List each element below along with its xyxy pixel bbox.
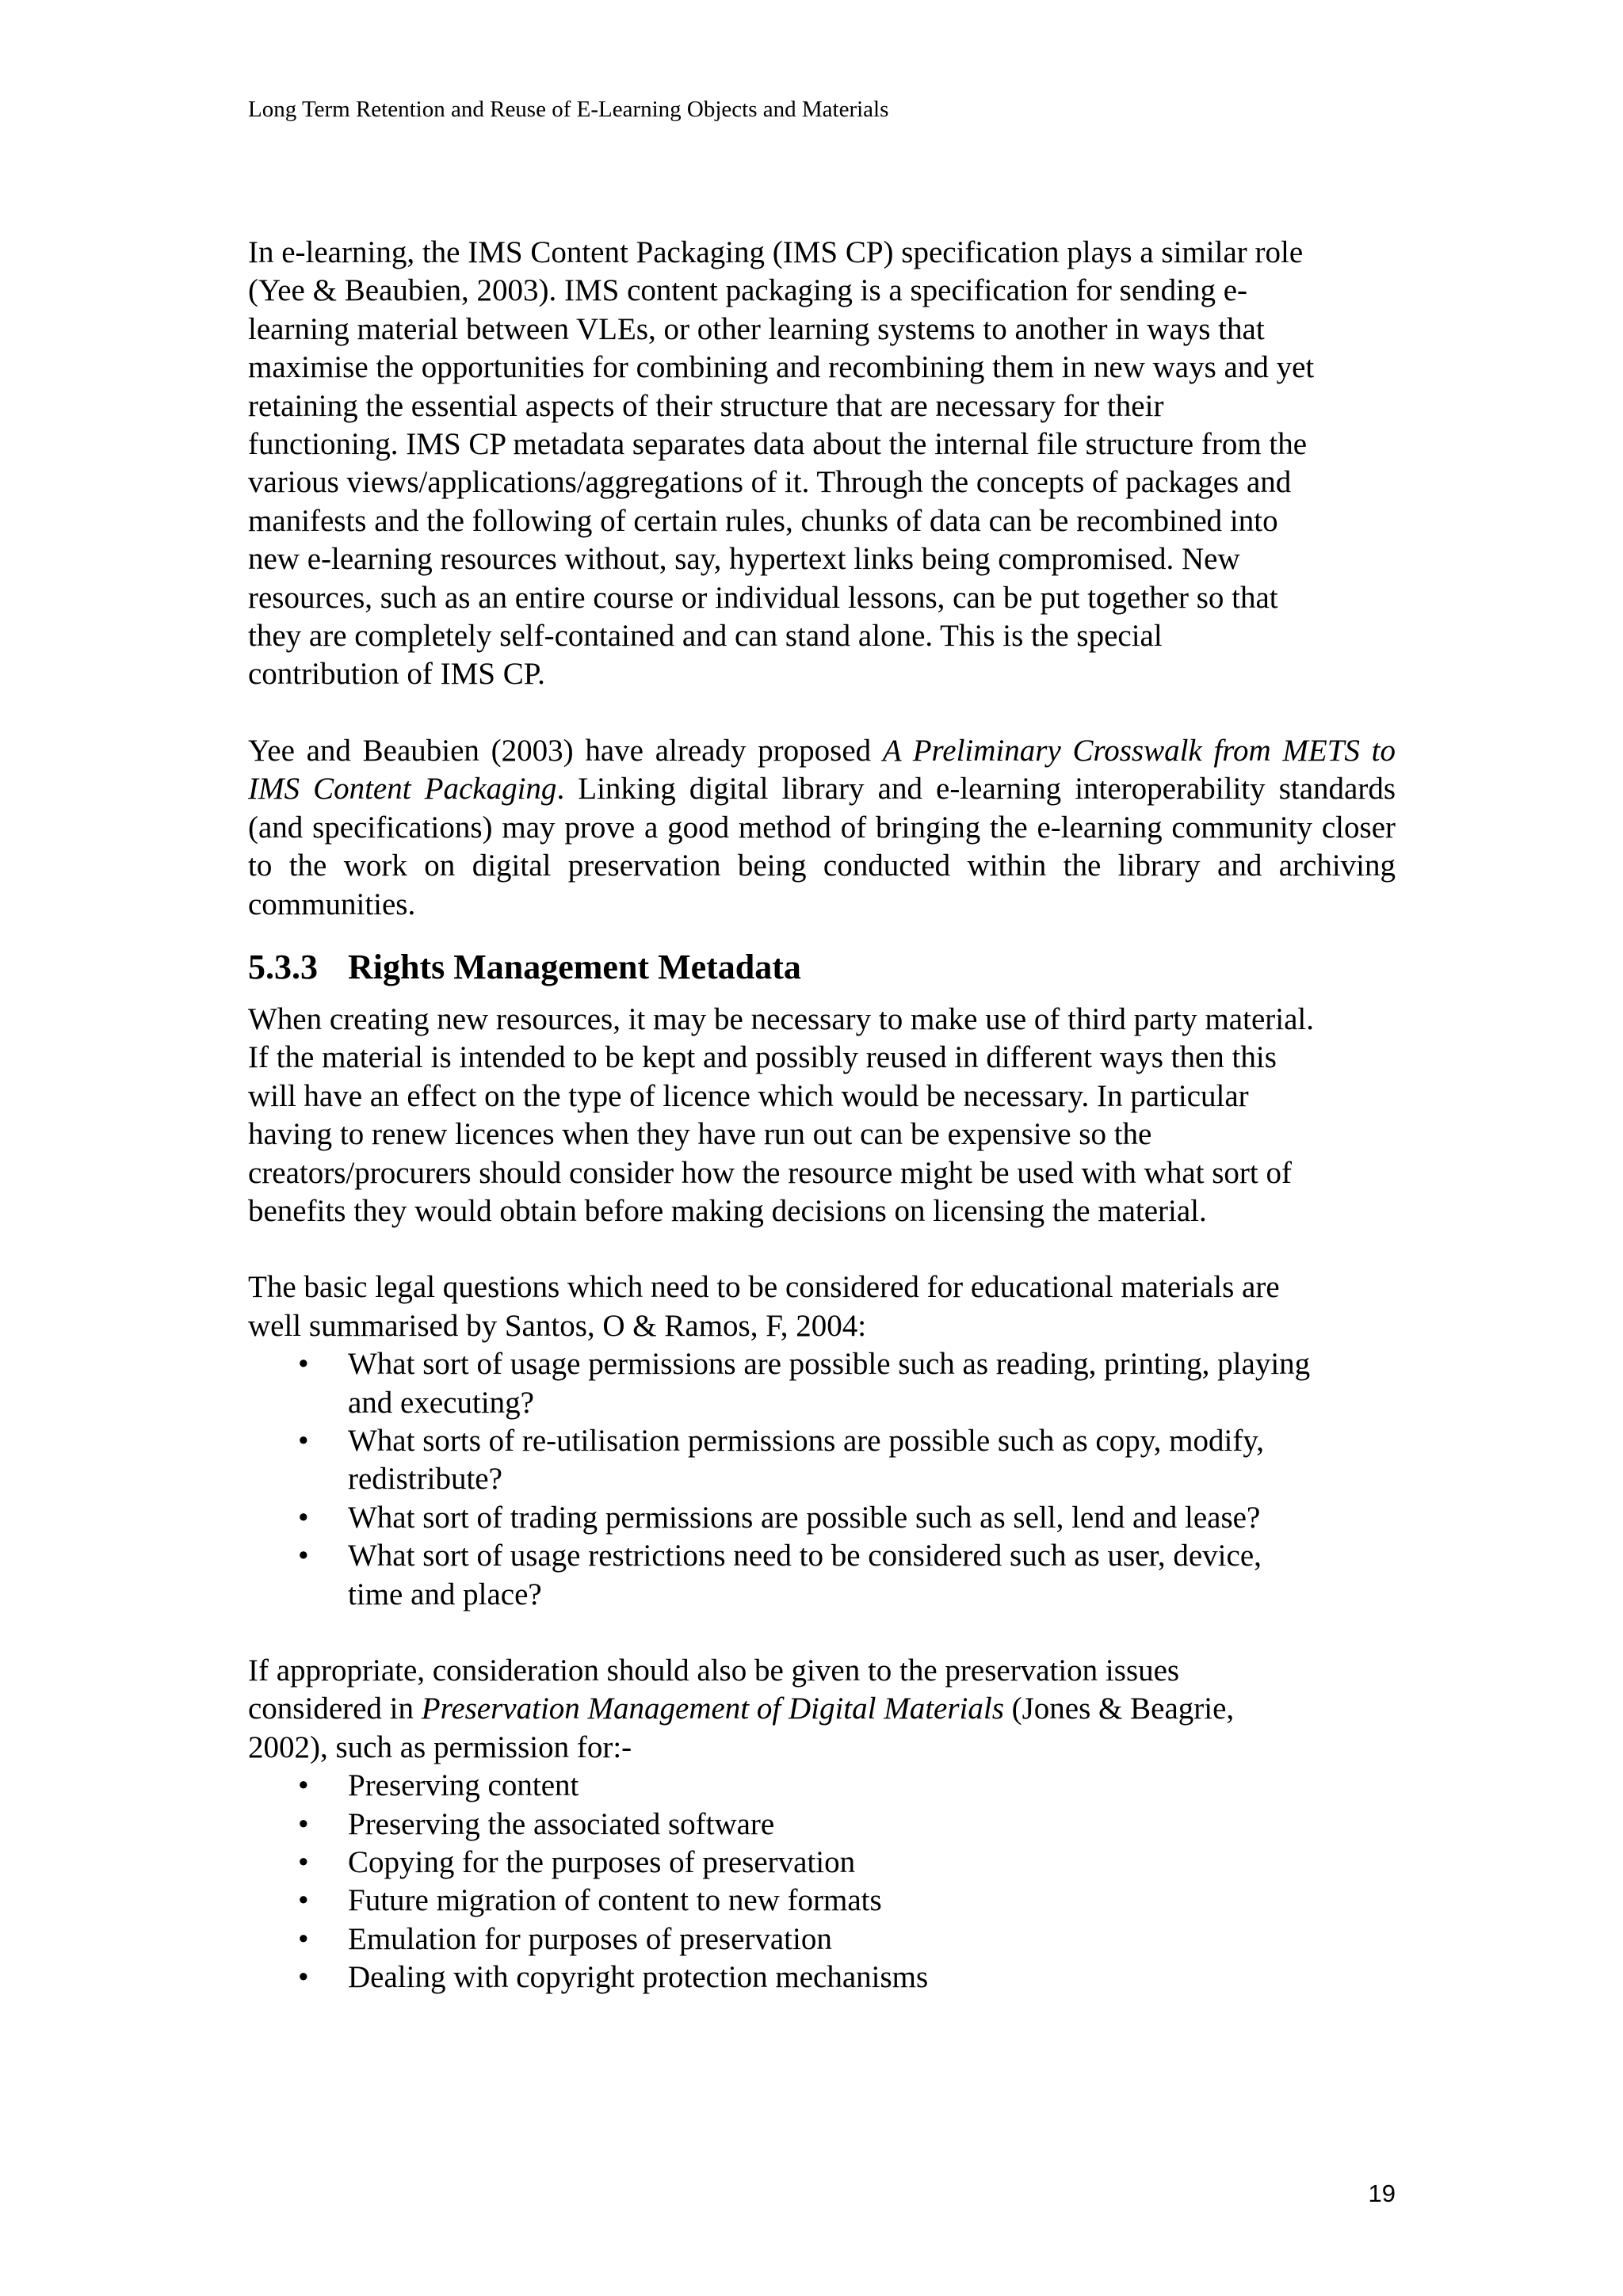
bullet-icon: • [298,1500,309,1535]
paragraph-spacer [248,1230,1396,1268]
text-line: contribution of IMS CP. [248,657,545,692]
paragraph-crosswalk [248,732,1396,924]
text-line: will have an effect on the type of licence which would be necessary. In particular [248,1078,1249,1113]
list-item-line: redistribute? [348,1462,502,1497]
text-after-title: (Jones & Beagrie, [1003,1691,1235,1726]
list-item [248,1844,1396,1882]
text-line: If the material is intended to be kept and possibly reused in different ways then this [248,1040,1277,1075]
text-before-title: considered in [248,1691,422,1726]
legal-questions-list [248,1345,1396,1614]
list-item [248,1537,1396,1614]
list-item [248,1882,1396,1920]
text-line: well summarised by Santos, O & Ramos, F, 2004: [248,1308,867,1343]
text-line: maximise the opportunities for combining and recombining them in new ways and yet [248,350,1315,385]
text-line: learning material between VLEs, or other learning systems to another in ways that [248,311,1265,346]
bullet-icon: • [298,1539,309,1573]
text-line: having to renew licences when they have run out can be expensive so the [248,1117,1152,1152]
list-item [248,1422,1396,1499]
bullet-icon: • [298,1423,309,1458]
text-line: resources, such as an entire course or individual lessons, can be put together so that [248,580,1278,615]
crosswalk-title: A Preliminary Crosswalk from METS to IMS Content Packaging [248,733,1396,807]
page-number: 19 [1368,2180,1396,2207]
list-item [248,1920,1396,1958]
preservation-permissions-list [248,1767,1396,1997]
text-line: The basic legal questions which need to be considered for educational materials are [248,1270,1280,1305]
text-line: benefits they would obtain before making decisions on licensing the material. [248,1193,1207,1228]
paragraph-spacer [248,694,1396,732]
list-item-text: Preserving the associated software [348,1806,775,1841]
cited-title: Preservation Management of Digital Materials [421,1691,1004,1726]
paragraph-preservation-issues [248,1652,1396,1767]
list-item [248,1958,1396,1997]
bullet-icon: • [298,1883,309,1918]
bullet-icon: • [298,1806,309,1841]
paragraph-third-party-material [248,1001,1396,1230]
list-item-text: Emulation for purposes of preservation [348,1921,832,1956]
text-line: manifests and the following of certain rules, chunks of data can be recombined into [248,503,1278,538]
bullet-icon: • [298,1845,309,1880]
list-item-line: and executing? [348,1385,534,1420]
bullet-icon: • [298,1768,309,1803]
section-number: 5.3.3 [248,947,318,986]
text-line: 2002), such as permission for:- [248,1730,632,1764]
text-line: functioning. IMS CP metadata separates data about the internal file structure from the [248,427,1308,462]
list-item [248,1499,1396,1537]
paragraph-ims-content-packaging [248,234,1396,694]
list-item-line: What sorts of re-utilisation permissions are possible such as copy, modify, [348,1423,1265,1458]
list-item-text: Preserving content [348,1768,579,1803]
list-item-line: What sort of trading permissions are possible such as sell, lend and lease? [348,1500,1261,1535]
text-line: retaining the essential aspects of their structure that are necessary for their [248,388,1164,423]
list-item-text: Future migration of content to new formats [348,1883,882,1918]
text-line: In e-learning, the IMS Content Packaging (IMS CP) specification plays a similar role [248,235,1304,269]
paragraph-spacer [248,1614,1396,1652]
list-item [248,1806,1396,1844]
crosswalk-text-before: Yee and Beaubien (2003) have already proposed [248,733,883,768]
text-line [248,1690,1396,1728]
paragraph-legal-questions [248,1268,1396,1345]
list-item-line: What sort of usage restrictions need to be considered such as user, device, [348,1539,1262,1573]
crosswalk-text-after: . Linking digital library and e-learning interoperability standards (and specifications) may prove a good method of bringing the e-learning community closer to the work on digital preservation being conducted within the library and archiving communities. [248,772,1396,921]
section-title: Rights Management Metadata [348,947,801,986]
text-line: If appropriate, consideration should also be given to the preservation issues [248,1653,1180,1688]
bullet-icon: • [298,1960,309,1995]
list-item-text: Dealing with copyright protection mechanisms [348,1960,929,1995]
list-item-text: Copying for the purposes of preservation [348,1845,856,1880]
bullet-icon: • [298,1921,309,1956]
text-line: new e-learning resources without, say, hypertext links being compromised. New [248,542,1240,577]
section-heading [248,947,1396,988]
list-item-line: What sort of usage permissions are possible such as reading, printing, playing [348,1347,1311,1382]
list-item [248,1345,1396,1422]
text-line: When creating new resources, it may be necessary to make use of third party material. [248,1001,1314,1036]
page-content [248,234,1396,1997]
text-line: they are completely self-contained and can stand alone. This is the special [248,619,1163,654]
text-line: creators/procurers should consider how the resource might be used with what sort of [248,1155,1292,1190]
text-line: (Yee & Beaubien, 2003). IMS content packaging is a specification for sending e- [248,273,1248,308]
list-item [248,1767,1396,1805]
text-line: various views/applications/aggregations of it. Through the concepts of packages and [248,465,1292,500]
bullet-icon: • [298,1347,309,1382]
running-header: Long Term Retention and Reuse of E-Learning Objects and Materials [248,97,889,122]
list-item-line: time and place? [348,1577,542,1611]
